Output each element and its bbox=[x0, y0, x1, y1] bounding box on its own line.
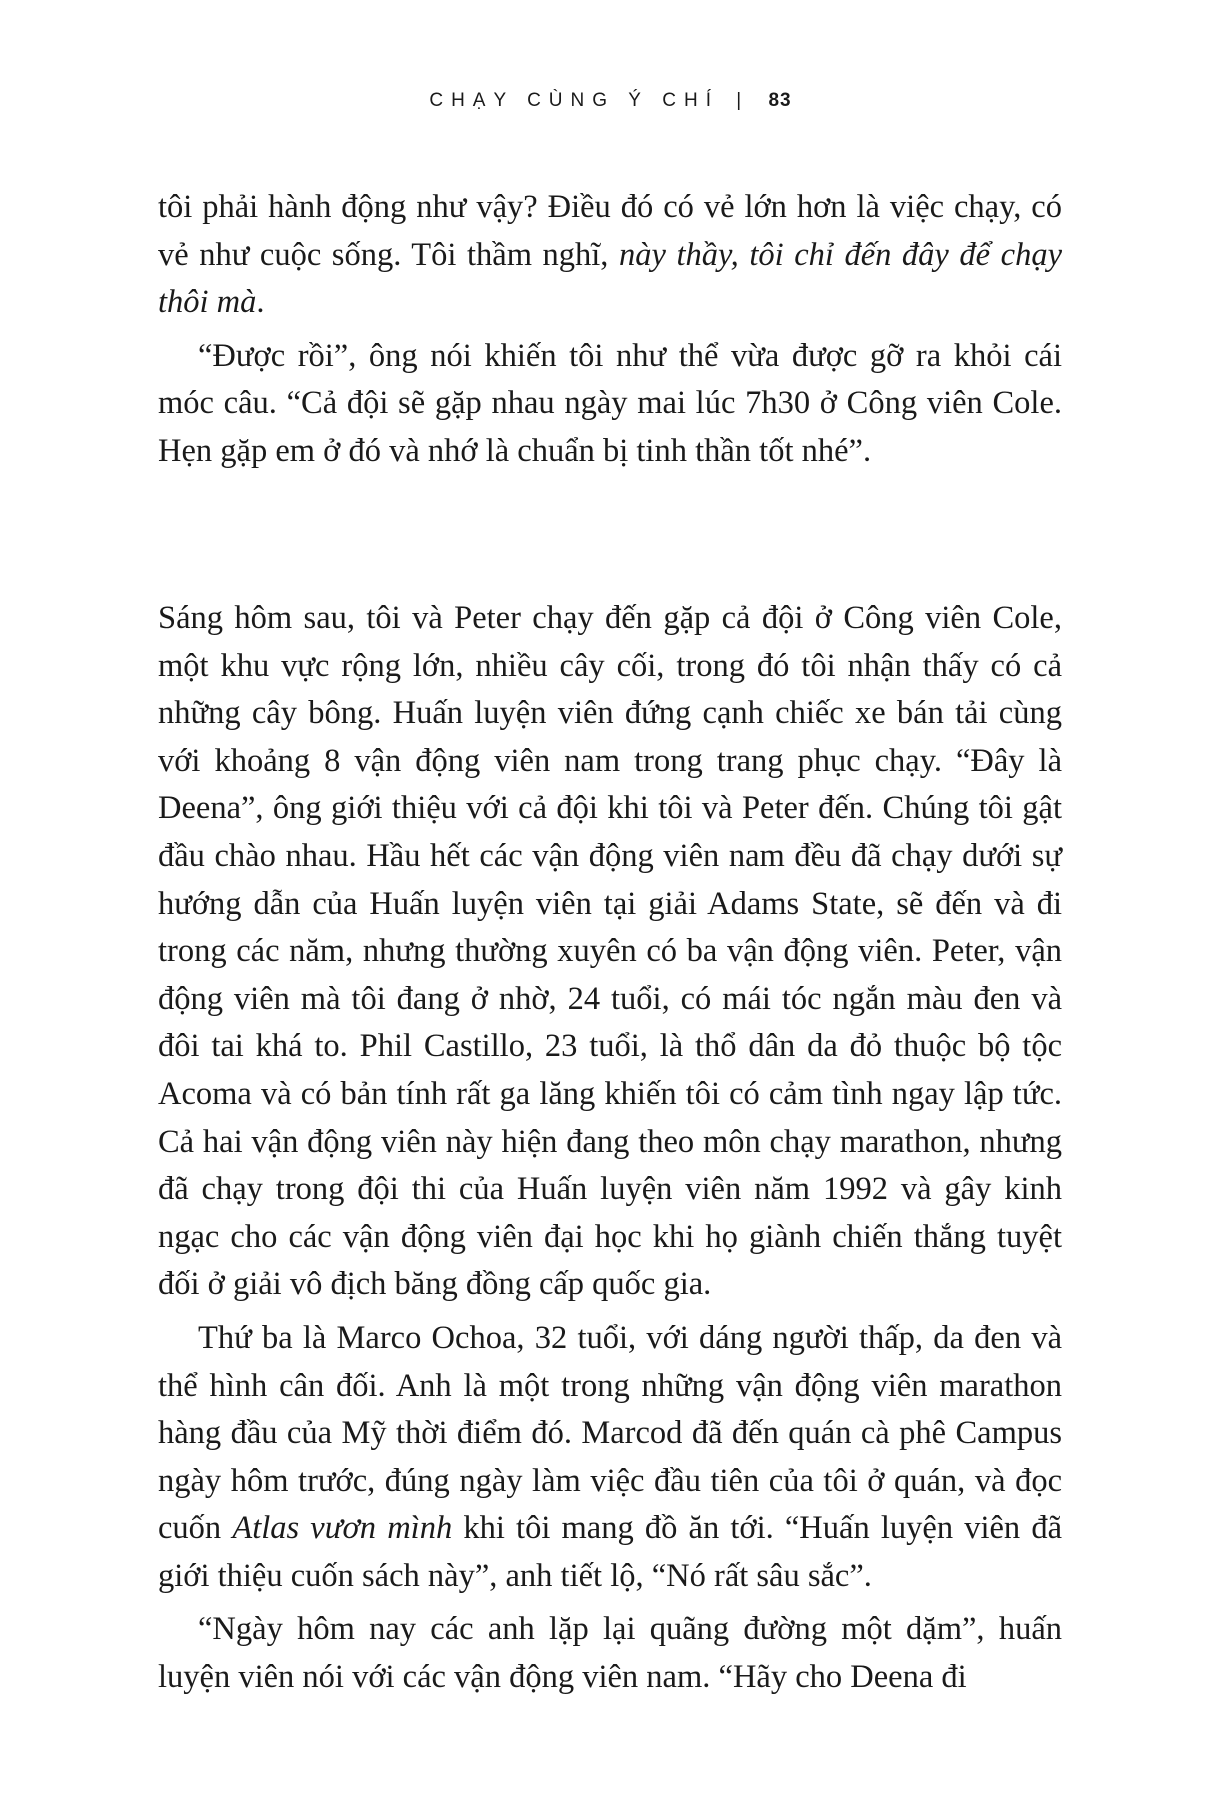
page-number: 83 bbox=[768, 90, 792, 111]
paragraph: “Được rồi”, ông nói khiến tôi như thể vừa được gỡ ra khỏi cái móc câu. “Cả đội sẽ gặp nhau ngày mai lúc 7h30 ở Công viên Cole. Hẹn gặp em ở đó và nhớ là chuẩn bị tinh thần tốt nhé”. bbox=[158, 337, 1062, 469]
paragraph-text: khi tôi mang đồ ăn tới. “Huấn luyện viên đã giới thiệu cuốn sách này”, anh tiết lộ, “Nó rất sâu sắc”. bbox=[158, 1510, 1063, 1594]
header-separator: | bbox=[736, 90, 742, 111]
paragraph-text: . bbox=[256, 284, 265, 321]
paragraph bbox=[158, 1315, 1062, 1601]
paragraph-section-start: Sáng hôm sau, tôi và Peter chạy đến gặp cả đội ở Công viên Cole, một khu vực rộng lớn, nhiều cây cối, trong đó tôi nhận thấy có cả những cây bông. Huấn luyện viên đứng cạnh chiếc xe bán tải cùng với khoảng 8 vận động viên nam trong trang phục chạy. “Đây là Deena”, ông giới thiệu với cả đội khi tôi và Peter đến. Chúng tôi gật đầu chào nhau. Hầu hết các vận động viên nam đều đã chạy dưới sự hướng dẫn của Huấn luyện viên tại giải Adams State, sẽ đến và đi trong các năm, nhưng thường xuyên có ba vận động viên. Peter, vận động viên mà tôi đang ở nhờ, 24 tuổi, có mái tóc ngắn màu đen và đôi tai khá to. Phil Castillo, 23 tuổi, là thổ dân da đỏ thuộc bộ tộc Acoma và có bản tính rất ga lăng khiến tôi có cảm tình ngay lập tức. Cả hai vận động viên này hiện đang theo môn chạy marathon, nhưng đã chạy trong đội thi của Huấn luyện viên năm 1992 và gây kinh ngạc cho các vận động viên đại học khi họ giành chiến thắng tuyệt đối ở giải vô địch băng đồng cấp quốc gia. bbox=[158, 600, 1062, 1303]
paragraph-italic-text: này thầy, tôi chỉ đến đây để chạy thôi mà bbox=[158, 236, 1062, 321]
text-block-2 bbox=[158, 595, 1062, 1702]
paragraph-continued bbox=[158, 184, 1062, 327]
paragraph-text: tôi phải hành động như vậy? Điều đó có vẻ lớn hơn là việc chạy, có vẻ như cuộc sống. Tôi thầm nghĩ, bbox=[158, 189, 1062, 273]
running-header bbox=[0, 90, 1221, 112]
book-title-italic: Atlas vươn mình bbox=[232, 1510, 453, 1547]
paragraph: “Ngày hôm nay các anh lặp lại quãng đường một dặm”, huấn luyện viên nói với các vận động viên nam. “Hãy cho Deena đi bbox=[158, 1611, 1062, 1696]
text-block-1 bbox=[158, 184, 1062, 476]
paragraph-text: Thứ ba là Marco Ochoa, 32 tuổi, với dáng người thấp, da đen và thể hình cân đối. Anh là một trong những vận động viên marathon hàng đầu của Mỹ thời điểm đó. Marcod đã đến quán cà phê Campus ngày hôm trước, đúng ngày làm việc đầu tiên của tôi ở quán, và đọc cuốn bbox=[158, 1319, 1062, 1547]
header-title: CHẠY CÙNG Ý CHÍ bbox=[429, 90, 719, 111]
